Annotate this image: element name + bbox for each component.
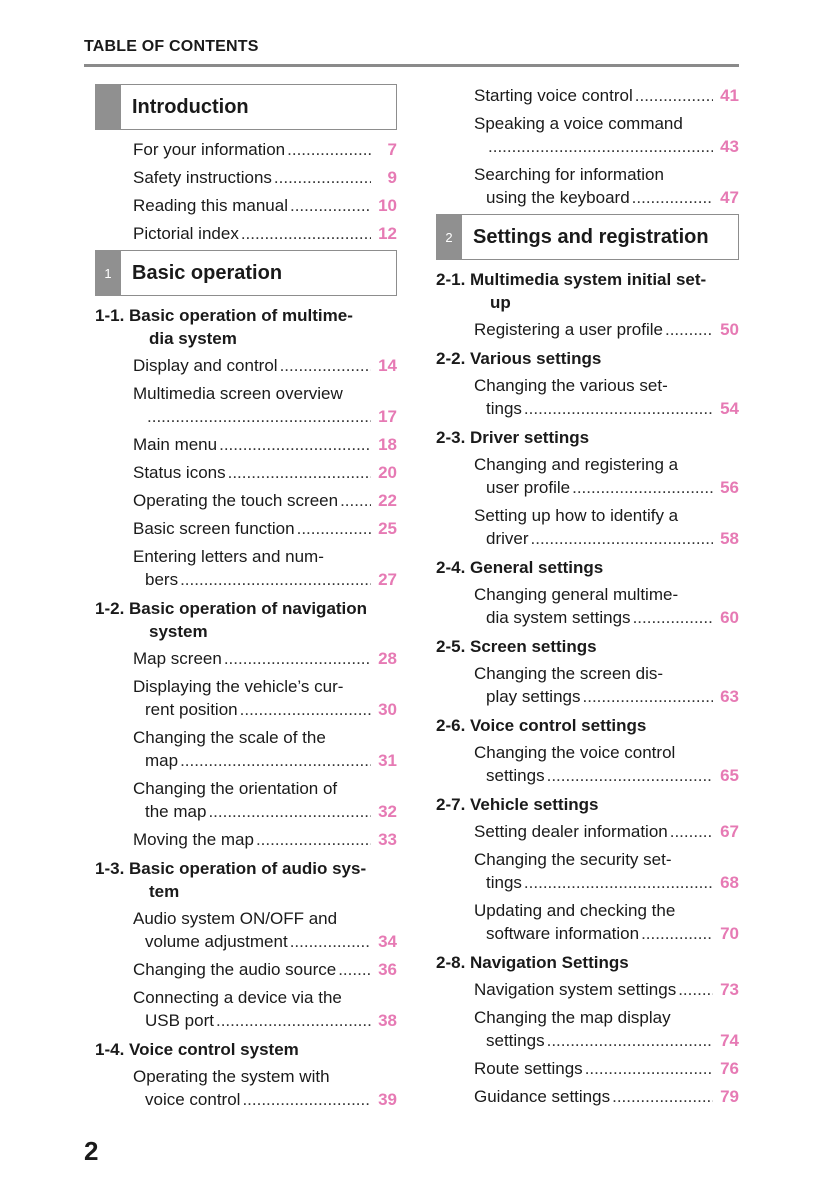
entry-leader-row — [133, 930, 397, 953]
dot-leader — [522, 397, 713, 420]
entry-title-line: Changing the scale of the — [133, 728, 326, 747]
subsection-heading-line: 1-2. Basic operation of navigation — [95, 599, 368, 618]
dot-leader — [631, 606, 713, 629]
page-number-link[interactable]: 38 — [378, 1011, 397, 1030]
page-number-link[interactable]: 74 — [720, 1031, 739, 1050]
subsection-heading-line: 2-4. General settings — [436, 558, 604, 577]
dot-leader — [178, 749, 371, 772]
page-number-link[interactable]: 68 — [720, 873, 739, 892]
entry-title-line: settings — [486, 766, 545, 785]
entry-title-line: Display and control — [133, 356, 278, 375]
subsection-heading — [436, 347, 739, 370]
entry-leader-row — [133, 647, 397, 670]
page-number-link[interactable]: 36 — [378, 960, 397, 979]
entry-leader-row — [474, 186, 739, 209]
entry-title-line: Connecting a device via the — [133, 988, 342, 1007]
entry-title-line: Safety instructions — [133, 168, 272, 187]
entry-title-line: Reading this manual — [133, 196, 288, 215]
page-number-link[interactable]: 25 — [378, 519, 397, 538]
page-number-link[interactable]: 41 — [720, 86, 739, 105]
dot-leader — [285, 138, 371, 161]
page-number-link[interactable]: 7 — [387, 140, 397, 159]
subsection-heading-line: up — [490, 293, 511, 312]
entry-leader-row — [474, 922, 739, 945]
toc-entry[interactable] — [133, 1065, 397, 1111]
section-number-tab: 2 — [436, 214, 462, 260]
page-number-link[interactable]: 50 — [720, 320, 739, 339]
entry-leader-row — [133, 1088, 397, 1111]
entry-leader-row — [133, 405, 397, 428]
entry-leader-row — [133, 138, 397, 161]
subsection-heading-line: 2-1. Multimedia system initial set- — [436, 270, 707, 289]
entry-title-line: play settings — [486, 687, 581, 706]
toc-entry[interactable] — [474, 1006, 739, 1052]
subsection-heading-line: 1-4. Voice control system — [95, 1040, 299, 1059]
dot-leader — [272, 166, 371, 189]
entry-title-line: using the keyboard — [486, 188, 630, 207]
entry-title-line: Operating the system with — [133, 1067, 330, 1086]
dot-leader — [545, 764, 713, 787]
dot-leader — [663, 318, 713, 341]
page-number-link[interactable]: 18 — [378, 435, 397, 454]
toc-entry[interactable] — [133, 433, 397, 456]
header-rule — [84, 64, 739, 67]
subsection-heading — [436, 793, 739, 816]
entry-title-line: voice control — [145, 1090, 241, 1109]
subsection-heading — [436, 268, 739, 314]
page-number-link[interactable]: 10 — [378, 196, 397, 215]
page-header: TABLE OF CONTENTS — [84, 38, 259, 55]
dot-leader — [239, 222, 371, 245]
entry-title-line: Pictorial index — [133, 224, 239, 243]
subsection-heading-line: 1-3. Basic operation of audio sys- — [95, 859, 367, 878]
toc-entry[interactable] — [133, 517, 397, 540]
page-number-link[interactable]: 56 — [720, 478, 739, 497]
entry-title-line: For your information — [133, 140, 286, 159]
entry-leader-row — [133, 489, 397, 512]
entry-leader-row — [474, 871, 739, 894]
subsection-heading-line: 2-7. Vehicle settings — [436, 795, 599, 814]
dot-leader — [522, 871, 713, 894]
dot-leader — [486, 135, 713, 158]
dot-leader — [336, 958, 371, 981]
dot-leader — [295, 517, 371, 540]
page-number-link[interactable]: 17 — [378, 407, 397, 426]
entry-title-line: Changing the screen dis- — [474, 664, 664, 683]
toc-entry[interactable] — [133, 222, 397, 245]
page-number-link[interactable]: 43 — [720, 137, 739, 156]
section-number-tab — [95, 84, 121, 130]
toc-entry[interactable] — [133, 461, 397, 484]
dot-leader — [668, 820, 713, 843]
toc-column-right — [436, 84, 739, 1113]
toc-entry[interactable] — [474, 453, 739, 499]
dot-leader — [226, 461, 371, 484]
entry-title-line: Displaying the vehicle’s cur- — [133, 677, 344, 696]
entry-title-line: Starting voice control — [474, 86, 633, 105]
subsection-heading — [436, 556, 739, 579]
entry-leader-row — [133, 517, 397, 540]
entry-title-line: Status icons — [133, 463, 226, 482]
page-number-link[interactable]: 70 — [720, 924, 739, 943]
dot-leader — [676, 978, 713, 1001]
entry-leader-row — [133, 433, 397, 456]
entry-title-line: Route settings — [474, 1059, 583, 1078]
entry-leader-row — [474, 318, 739, 341]
toc-entry[interactable] — [133, 194, 397, 217]
toc-entry[interactable] — [133, 354, 397, 377]
entry-leader-row — [474, 1057, 739, 1080]
page-number-link[interactable]: 58 — [720, 529, 739, 548]
dot-leader — [254, 828, 371, 851]
entry-leader-row — [133, 461, 397, 484]
dot-leader — [581, 685, 714, 708]
page-number-link[interactable]: 65 — [720, 766, 739, 785]
toc-entry[interactable] — [133, 986, 397, 1032]
entry-leader-row — [133, 749, 397, 772]
entry-title-line: map — [145, 751, 179, 770]
entry-leader-row — [474, 397, 739, 420]
entry-title-line: dia system settings — [486, 608, 631, 627]
subsection-heading-line: 1-1. Basic operation of multime- — [95, 306, 353, 325]
entry-leader-row — [474, 978, 739, 1001]
subsection-heading-line: 2-8. Navigation Settings — [436, 953, 629, 972]
toc-entry[interactable] — [474, 741, 739, 787]
page-number-link[interactable]: 9 — [387, 168, 397, 187]
page-number-link[interactable]: 60 — [720, 608, 739, 627]
toc-entry[interactable] — [474, 1085, 739, 1108]
dot-leader — [240, 1088, 371, 1111]
entry-title-line: USB port — [145, 1011, 214, 1030]
toc-entry[interactable] — [133, 489, 397, 512]
entry-title-line: Moving the map — [133, 830, 254, 849]
subsection-heading-line: 2-3. Driver settings — [436, 428, 590, 447]
entry-title-line: user profile — [486, 478, 571, 497]
toc-entry[interactable] — [133, 726, 397, 772]
entry-leader-row — [133, 698, 397, 721]
entry-leader-row — [133, 828, 397, 851]
toc-entry[interactable] — [474, 583, 739, 629]
toc-entry[interactable] — [133, 828, 397, 851]
subsection-heading — [95, 304, 397, 350]
dot-leader — [633, 84, 713, 107]
dot-leader — [222, 647, 371, 670]
toc-entry[interactable] — [474, 848, 739, 894]
dot-leader — [214, 1009, 371, 1032]
dot-leader — [570, 476, 713, 499]
toc-entry[interactable] — [133, 647, 397, 670]
subsection-heading-line: tem — [149, 882, 180, 901]
entry-title-line: Setting dealer information — [474, 822, 668, 841]
toc-entry[interactable] — [474, 662, 739, 708]
dot-leader — [545, 1029, 713, 1052]
page-number-link[interactable]: 20 — [378, 463, 397, 482]
subsection-heading-line: 2-6. Voice control settings — [436, 716, 647, 735]
dot-leader — [206, 800, 371, 823]
page-number-link[interactable]: 33 — [378, 830, 397, 849]
entry-title-line: rent position — [145, 700, 238, 719]
dot-leader — [338, 489, 371, 512]
toc-entry[interactable] — [474, 163, 739, 209]
entry-title-line: volume adjustment — [145, 932, 288, 951]
section-header — [436, 214, 739, 260]
entry-title-line: Changing the security set- — [474, 850, 672, 869]
entry-title-line: Changing the orientation of — [133, 779, 338, 798]
entry-leader-row — [474, 606, 739, 629]
entry-leader-row — [133, 222, 397, 245]
toc-entry[interactable] — [474, 318, 739, 341]
page-number-link[interactable]: 28 — [378, 649, 397, 668]
toc-entry[interactable] — [133, 382, 397, 428]
entry-title-line: Audio system ON/OFF and — [133, 909, 338, 928]
entry-title-line: Entering letters and num- — [133, 547, 324, 566]
entry-title-line: Speaking a voice command — [474, 114, 683, 133]
entry-title-line: software information — [486, 924, 640, 943]
entry-title-line: Changing the audio source — [133, 960, 337, 979]
toc-entry[interactable] — [133, 166, 397, 189]
toc-entry[interactable] — [474, 1057, 739, 1080]
toc-entry[interactable] — [474, 820, 739, 843]
subsection-heading-line: dia system — [149, 329, 237, 348]
entry-title-line: Changing and registering a — [474, 455, 679, 474]
subsection-heading — [95, 1038, 397, 1061]
entry-title-line: bers — [145, 570, 179, 589]
toc-entry[interactable] — [133, 958, 397, 981]
toc-entry[interactable] — [474, 504, 739, 550]
toc-entry[interactable] — [474, 374, 739, 420]
entry-leader-row — [474, 84, 739, 107]
page-number-link[interactable]: 32 — [378, 802, 397, 821]
entry-leader-row — [474, 135, 739, 158]
dot-leader — [278, 354, 371, 377]
toc-column-left — [95, 84, 397, 1116]
subsection-heading — [436, 426, 739, 449]
entry-title-line: Setting up how to identify a — [474, 506, 679, 525]
page-number: 2 — [84, 1136, 99, 1166]
subsection-heading — [95, 597, 397, 643]
dot-leader — [610, 1085, 713, 1108]
entry-leader-row — [133, 166, 397, 189]
entry-title-line: tings — [486, 873, 522, 892]
page-number-link[interactable]: 12 — [378, 224, 397, 243]
page-number-link[interactable]: 39 — [378, 1090, 397, 1109]
toc-entry[interactable] — [133, 907, 397, 953]
entry-leader-row — [133, 958, 397, 981]
entry-leader-row — [133, 194, 397, 217]
entry-title-line: Changing general multime- — [474, 585, 679, 604]
entry-leader-row — [474, 476, 739, 499]
dot-leader — [217, 433, 371, 456]
section-header — [95, 84, 397, 130]
entry-title-line: Updating and checking the — [474, 901, 676, 920]
dot-leader — [630, 186, 713, 209]
entry-leader-row — [133, 568, 397, 591]
dot-leader — [583, 1057, 713, 1080]
toc-entry[interactable] — [133, 675, 397, 721]
section-title: Settings and registration — [473, 225, 709, 248]
page-number-link[interactable]: 79 — [720, 1087, 739, 1106]
subsection-heading — [95, 857, 397, 903]
toc-entry[interactable] — [474, 112, 739, 158]
page-number-link[interactable]: 22 — [378, 491, 397, 510]
section-title: Introduction — [132, 95, 249, 118]
entry-leader-row — [474, 1085, 739, 1108]
entry-title-line: Guidance settings — [474, 1087, 611, 1106]
entry-title-line: Changing the various set- — [474, 376, 668, 395]
page-number-link[interactable]: 76 — [720, 1059, 739, 1078]
entry-leader-row — [133, 1009, 397, 1032]
entry-title-line: settings — [486, 1031, 545, 1050]
entry-title-line: Searching for information — [474, 165, 664, 184]
entry-leader-row — [474, 1029, 739, 1052]
entry-title-line: Operating the touch screen — [133, 491, 339, 510]
page-number-link[interactable]: 67 — [720, 822, 739, 841]
page-number-link[interactable]: 30 — [378, 700, 397, 719]
subsection-heading-line: system — [149, 622, 208, 641]
toc-entry[interactable] — [133, 545, 397, 591]
entry-title-line: Changing the map display — [474, 1008, 671, 1027]
entry-title-line: tings — [486, 399, 522, 418]
entry-title-line: Multimedia screen overview — [133, 384, 343, 403]
entry-title-line: Map screen — [133, 649, 222, 668]
entry-leader-row — [474, 820, 739, 843]
section-header — [95, 250, 397, 296]
dot-leader — [145, 405, 371, 428]
subsection-heading — [436, 951, 739, 974]
entry-leader-row — [474, 685, 739, 708]
toc-entry[interactable] — [474, 84, 739, 107]
entry-leader-row — [133, 354, 397, 377]
toc-entry[interactable] — [474, 899, 739, 945]
dot-leader — [529, 527, 713, 550]
subsection-heading — [436, 635, 739, 658]
entry-title-line: Navigation system settings — [474, 980, 677, 999]
entry-title-line: Main menu — [133, 435, 218, 454]
entry-title-line: driver — [486, 529, 529, 548]
entry-leader-row — [474, 527, 739, 550]
section-title: Basic operation — [132, 261, 283, 284]
page-number-link[interactable]: 34 — [378, 932, 397, 951]
section-number-tab: 1 — [95, 250, 121, 296]
toc-entry[interactable] — [133, 138, 397, 161]
page-number-link[interactable]: 73 — [720, 980, 739, 999]
entry-title-line: Changing the voice control — [474, 743, 676, 762]
subsection-heading-line: 2-5. Screen settings — [436, 637, 597, 656]
page-number-link[interactable]: 54 — [720, 399, 739, 418]
subsection-heading — [436, 714, 739, 737]
entry-title-line: the map — [145, 802, 207, 821]
page-number-link[interactable]: 47 — [720, 188, 739, 207]
page-number-link[interactable]: 14 — [378, 356, 397, 375]
page-number-link[interactable]: 63 — [720, 687, 739, 706]
dot-leader — [639, 922, 713, 945]
entry-leader-row — [474, 764, 739, 787]
dot-leader — [288, 194, 371, 217]
subsection-heading-line: 2-2. Various settings — [436, 349, 602, 368]
entry-leader-row — [133, 800, 397, 823]
page-number-link[interactable]: 27 — [378, 570, 397, 589]
dot-leader — [178, 568, 371, 591]
dot-leader — [288, 930, 371, 953]
entry-title-line: Basic screen function — [133, 519, 295, 538]
dot-leader — [238, 698, 371, 721]
page-number-link[interactable]: 31 — [378, 751, 397, 770]
toc-entry[interactable] — [133, 777, 397, 823]
toc-entry[interactable] — [474, 978, 739, 1001]
entry-title-line: Registering a user profile — [474, 320, 663, 339]
